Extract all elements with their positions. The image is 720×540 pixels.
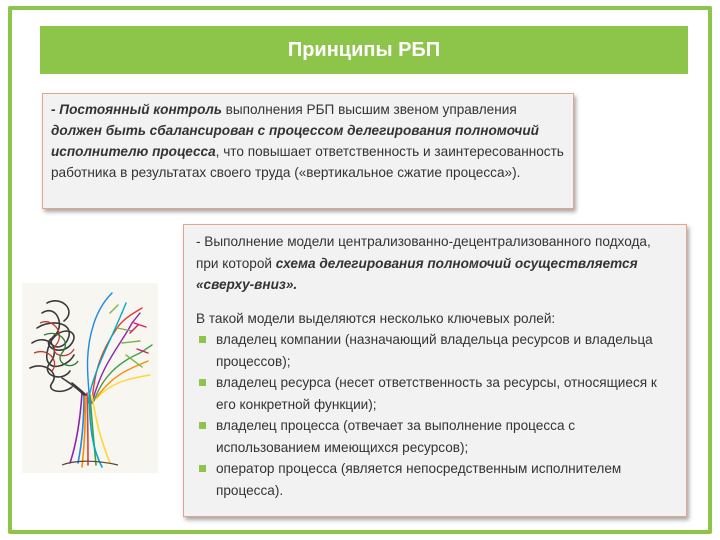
box1-text-2: , что повышает ответственность и заинтересованность работника в результатах своего труда («вертикальное сжатие процесса»).	[51, 144, 564, 180]
box2-emphasis: схема делегирования полномочий осуществляется «сверху-вниз».	[196, 255, 638, 292]
bullet-icon	[199, 422, 206, 429]
list-item: оператор процесса (является непосредственным исполнителем процесса).	[196, 458, 676, 501]
bullet-icon	[199, 336, 206, 343]
principle-box-model	[183, 224, 687, 517]
box1-lead: - Постоянный контроль	[51, 102, 222, 117]
list-item: владелец процесса (отвечает за выполнение процесса с использованием имеющихся ресурсов);	[196, 415, 676, 458]
roles-list	[196, 329, 676, 501]
principle-box-control	[42, 93, 574, 209]
box2-paragraph	[196, 231, 676, 296]
box1-text-1: выполнения РБП высшим звеном управления	[221, 102, 517, 117]
list-item: владелец компании (назначающий владельца ресурсов и владельца процессов);	[196, 329, 676, 372]
slide-title: Принципы РБП	[287, 38, 441, 61]
tree-illustration-icon	[22, 283, 158, 473]
box2-text: - Выполнение модели централизованно-децентрализованного подхода, при которой	[196, 234, 651, 271]
roles-intro: В такой модели выделяются несколько ключевых ролей:	[196, 310, 556, 326]
box1-emphasis: должен быть сбалансирован с процессом делегирования полномочий исполнителю процесса	[51, 123, 539, 159]
list-item: владелец ресурса (несет ответственность за ресурсы, относящиеся к его конкретной функции);	[196, 372, 676, 415]
slide-title-bar	[40, 26, 688, 74]
bullet-icon	[199, 465, 206, 472]
bullet-icon	[199, 379, 206, 386]
